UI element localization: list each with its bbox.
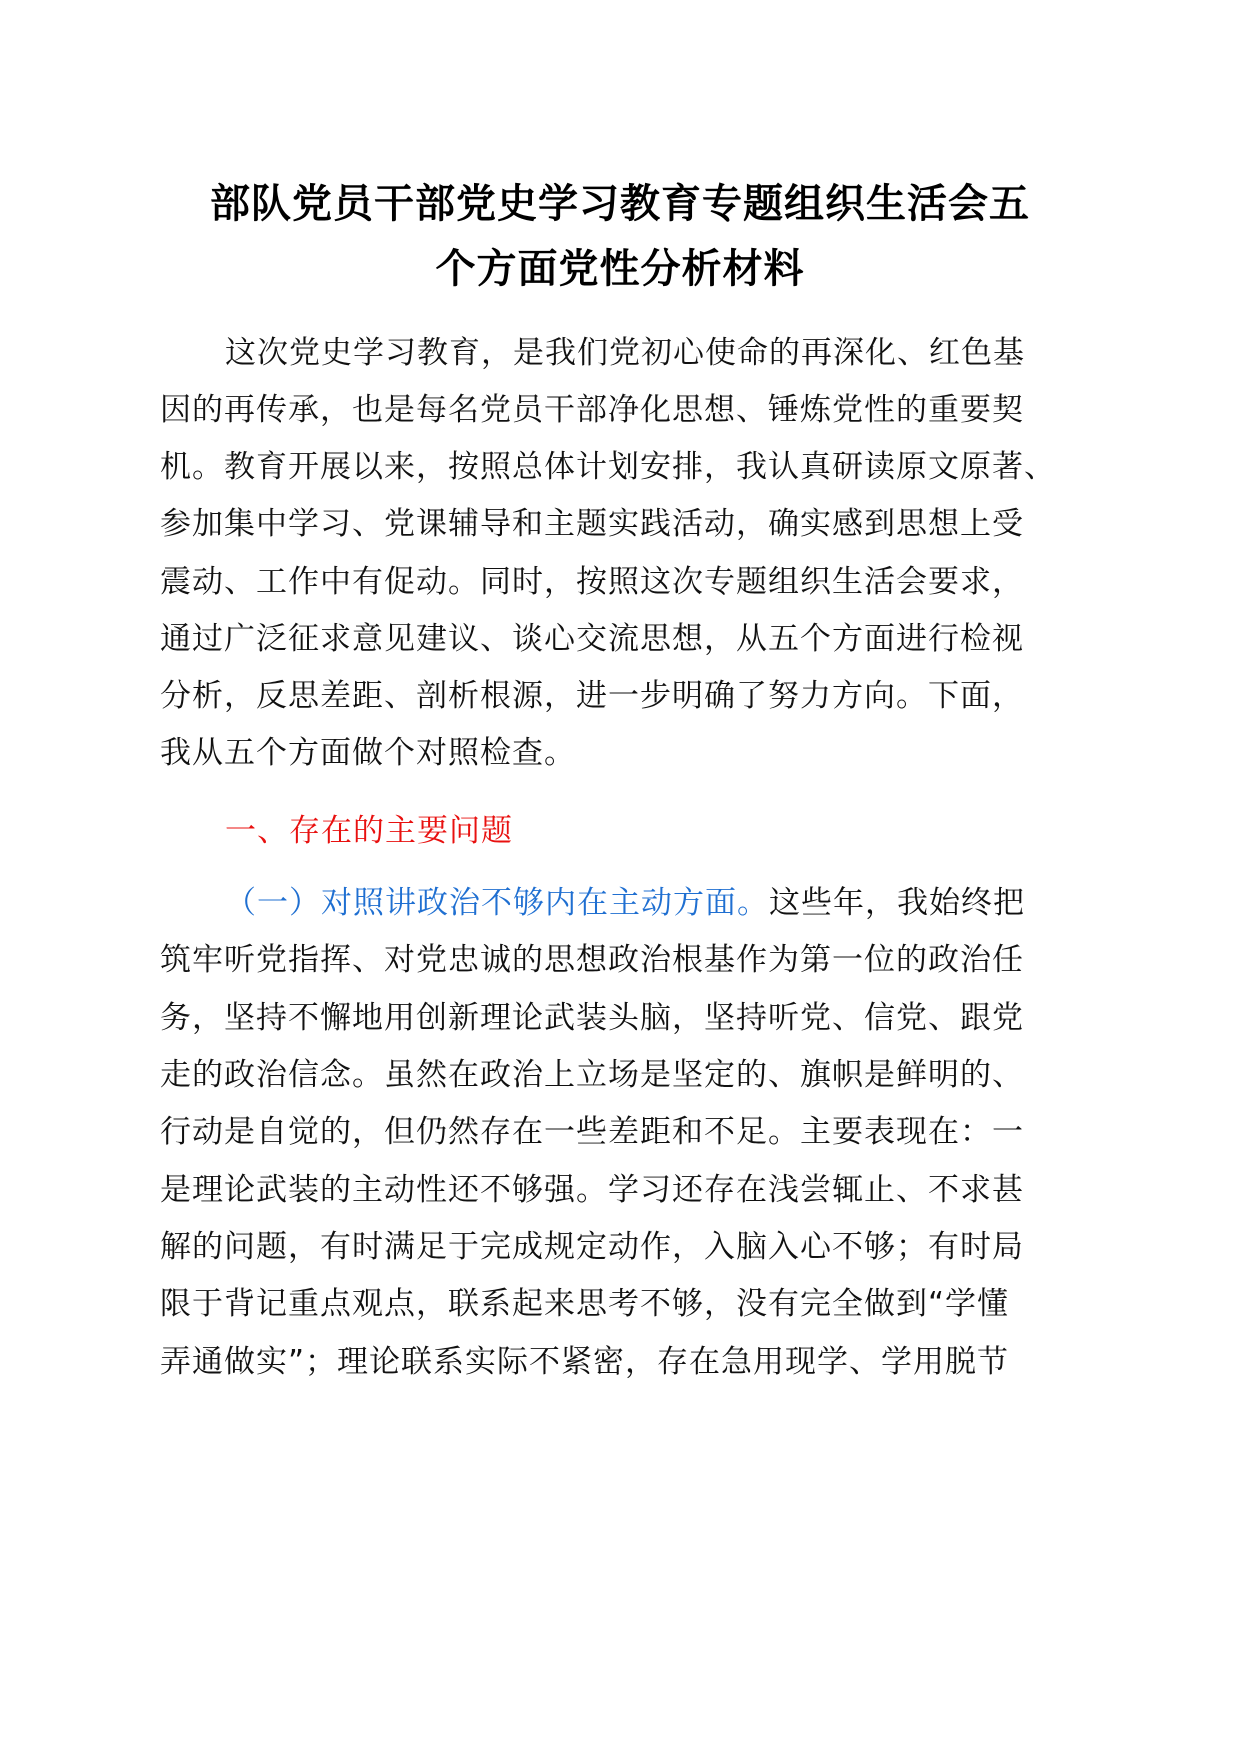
- document-title-line-1: 部队党员干部党史学习教育专题组织生活会五: [210, 181, 1030, 227]
- subsection-line-4: 走的政治信念。虽然在政治上立场是坚定的、旗帜是鲜明的、: [160, 1057, 1024, 1093]
- intro-line-5: 震动、工作中有促动。同时，按照这次专题组织生活会要求，: [160, 564, 1024, 600]
- intro-line-3: 机。教育开展以来，按照总体计划安排，我认真研读原文原著、: [160, 449, 1056, 485]
- subsection-line-7: 解的问题，有时满足于完成规定动作，入脑入心不够；有时局: [160, 1229, 1024, 1265]
- subsection-line-6: 是理论武装的主动性还不够强。学习还存在浅尝辄止、不求甚: [160, 1172, 1024, 1208]
- section-heading: 一、存在的主要问题: [225, 813, 513, 849]
- document-title-line-2: 个方面党性分析材料: [435, 246, 805, 292]
- intro-line-8: 我从五个方面做个对照检查。: [160, 735, 576, 771]
- subsection-line-2: 筑牢听党指挥、对党忠诚的思想政治根基作为第一位的政治任: [160, 942, 1024, 978]
- subsection-line-5: 行动是自觉的，但仍然存在一些差距和不足。主要表现在：一: [160, 1114, 1024, 1150]
- subsection-heading: （一）对照讲政治不够内在主动方面。: [225, 885, 769, 921]
- subsection-line-8: 限于背记重点观点，联系起来思考不够，没有完全做到“学懂: [160, 1286, 1010, 1322]
- intro-line-2: 因的再传承，也是每名党员干部净化思想、锤炼党性的重要契: [160, 392, 1024, 428]
- subsection-first-line-rest: 这些年，我始终把: [769, 885, 1025, 921]
- subsection-line-3: 务，坚持不懈地用创新理论武装头脑，坚持听党、信党、跟党: [160, 1000, 1024, 1036]
- intro-line-6: 通过广泛征求意见建议、谈心交流思想，从五个方面进行检视: [160, 621, 1024, 657]
- intro-line-1: 这次党史学习教育，是我们党初心使命的再深化、红色基: [225, 335, 1025, 371]
- intro-line-7: 分析，反思差距、剖析根源，进一步明确了努力方向。下面，: [160, 678, 1024, 714]
- subsection-line-9: 弄通做实”；理论联系实际不紧密，存在急用现学、学用脱节: [160, 1344, 1010, 1380]
- subsection-first-line: [225, 883, 1165, 923]
- intro-line-4: 参加集中学习、党课辅导和主题实践活动，确实感到思想上受: [160, 506, 1024, 542]
